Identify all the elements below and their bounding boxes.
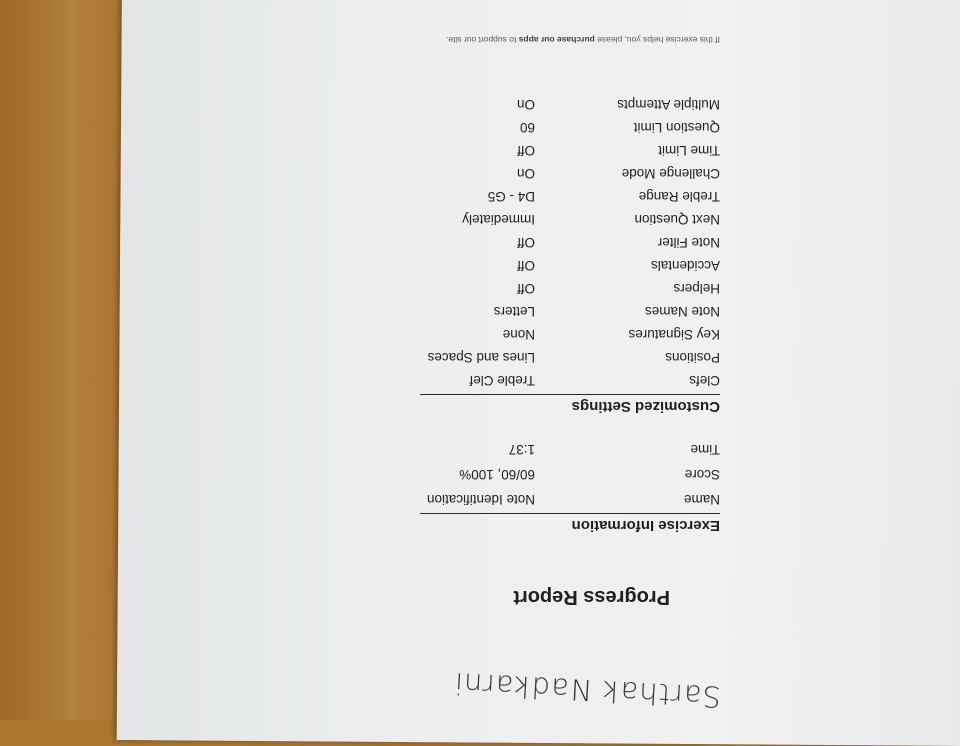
row-label: Multiple Attempts <box>617 97 720 112</box>
row-label: Accidentals <box>650 258 720 273</box>
support-footer-note <box>446 35 720 45</box>
row-label: Next Question <box>634 212 720 227</box>
row-value: Letters <box>493 304 535 319</box>
row-value: Note Identification <box>426 492 535 507</box>
row-value: Off <box>517 235 535 250</box>
footer-prefix: If this exercise helps you, please <box>594 35 720 45</box>
row-value: None <box>502 327 535 342</box>
row-value: Lines and Spaces <box>427 350 535 365</box>
exercise-info-heading: Exercise Information <box>571 517 720 534</box>
row-label: Time <box>690 442 720 457</box>
row-value: 60 <box>519 120 535 135</box>
row-value: D4 - G5 <box>487 189 535 204</box>
row-value: Off <box>517 258 535 273</box>
row-label: Treble Range <box>638 189 720 204</box>
row-value: 1:37 <box>508 442 535 457</box>
purchase-apps-link-text: purchase our apps <box>518 35 595 45</box>
row-label: Note Filter <box>657 235 720 250</box>
row-label: Helpers <box>673 281 720 296</box>
row-label: Score <box>684 467 720 482</box>
page-title: Progress Report <box>513 586 670 608</box>
row-label: Question Limit <box>633 120 720 135</box>
row-value: On <box>516 166 535 181</box>
row-label: Clefs <box>689 373 720 388</box>
row-value: Immediately <box>462 212 535 227</box>
row-label: Positions <box>665 350 720 365</box>
row-label: Challenge Mode <box>621 166 720 181</box>
row-label: Note Names <box>644 304 720 319</box>
row-label: Name <box>683 492 720 507</box>
row-value: 60/60, 100% <box>459 467 535 482</box>
row-label: Key Signatures <box>628 327 720 342</box>
row-label: Time Limit <box>658 143 720 158</box>
row-value: Off <box>517 143 535 158</box>
customized-settings-divider <box>420 394 720 395</box>
exercise-info-divider <box>420 513 720 514</box>
row-value: Off <box>517 281 535 296</box>
row-value: Treble Clef <box>469 373 535 388</box>
footer-suffix: to support our site. <box>445 35 519 45</box>
row-value: On <box>516 97 535 112</box>
customized-settings-heading: Customized Settings <box>571 398 720 415</box>
handwritten-signature: Sarthak Nadkarni <box>452 666 722 714</box>
